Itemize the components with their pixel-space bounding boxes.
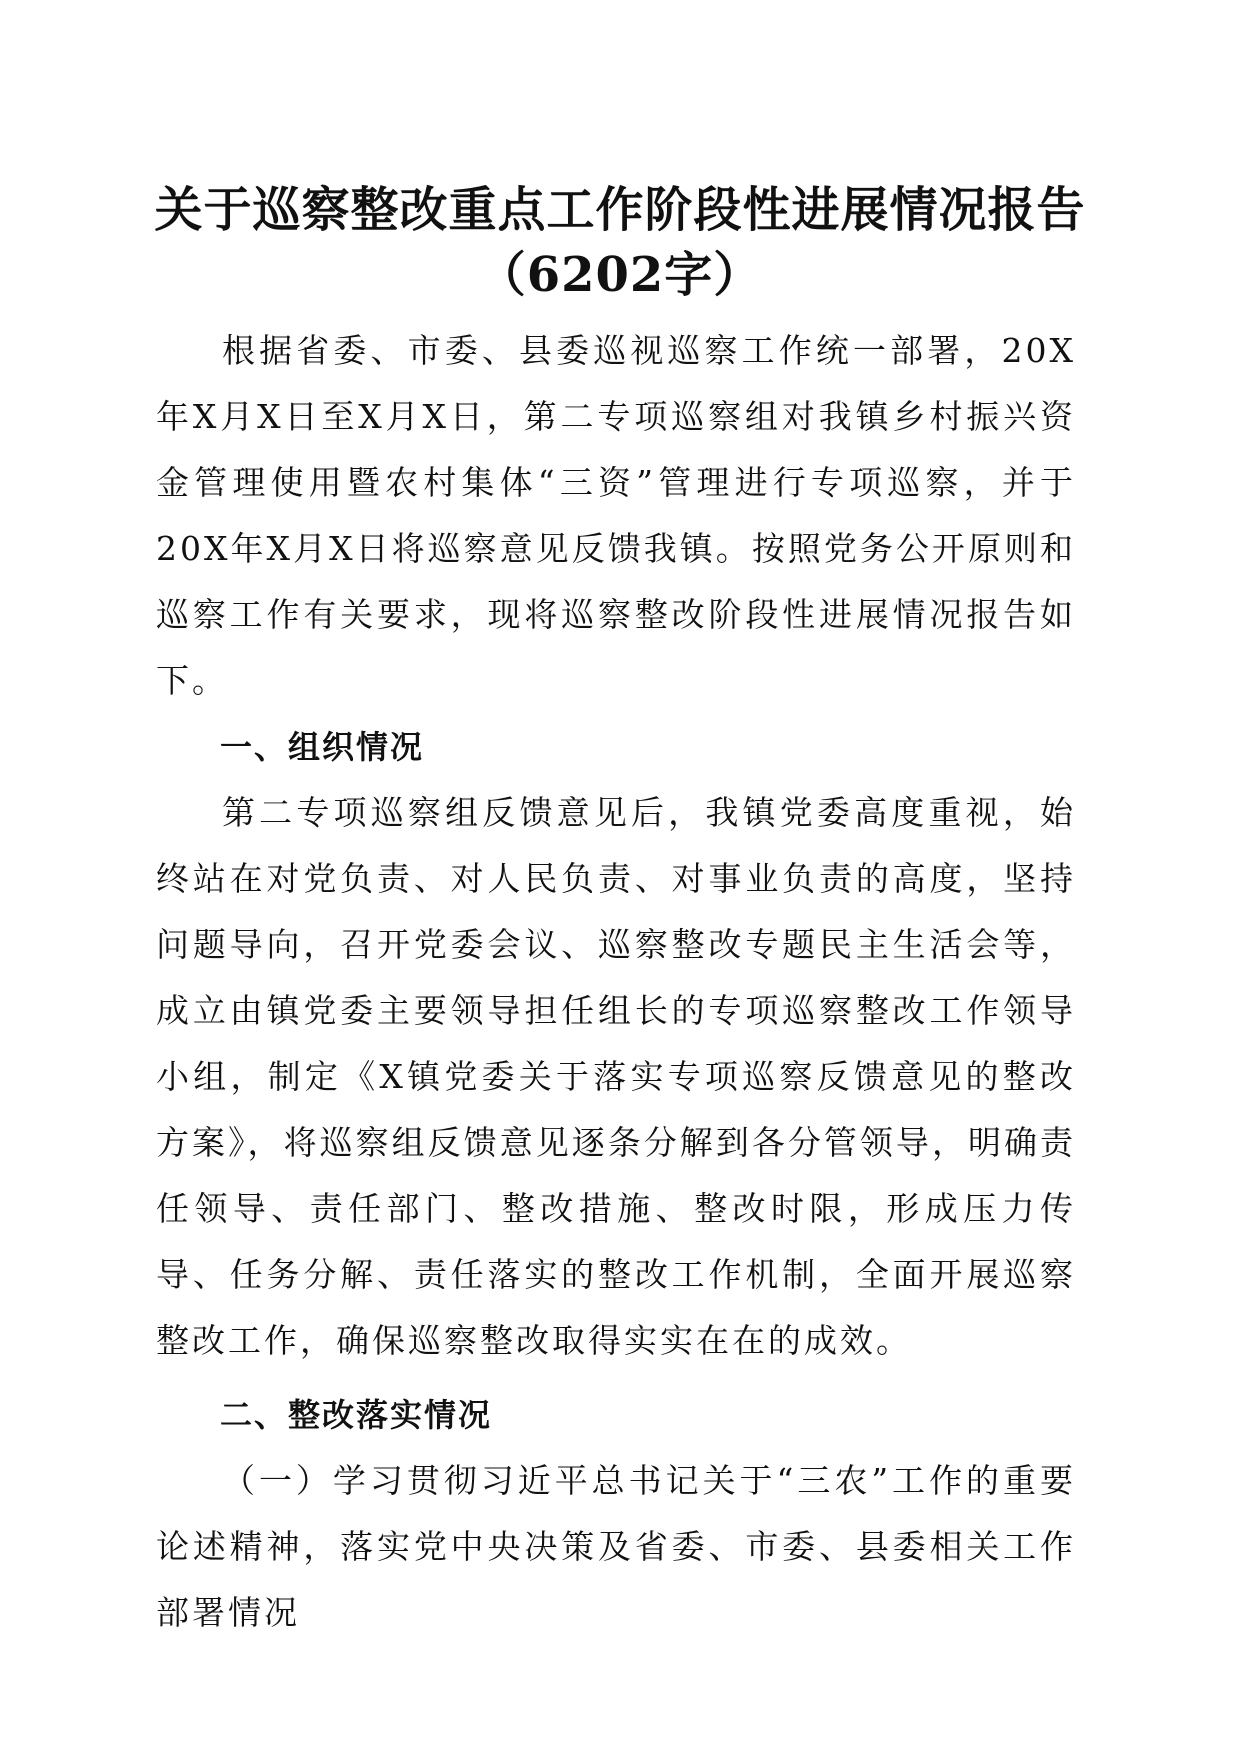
- section-heading-rectification: 二、整改落实情况: [220, 1396, 493, 1434]
- document-word-count: （6202字）: [477, 247, 763, 303]
- intro-paragraph: 根据省委、市委、县委巡视巡察工作统一部署，20X年X月X日至X月X日，第二专项巡察组对我镇乡村振兴资金管理使用暨农村集体“三资”管理进行专项巡察，并于20X年X月X日将巡察意见反馈我镇。按照党务公开原则和巡察工作有关要求，现将巡察整改阶段性进展情况报告如下。: [156, 331, 1076, 700]
- document-title: 关于巡察整改重点工作阶段性进展情况报告: [154, 182, 1086, 238]
- section-heading-organization: 一、组织情况: [220, 728, 425, 766]
- document-body: [156, 318, 1076, 1646]
- section-paragraph-organization: 第二专项巡察组反馈意见后，我镇党委高度重视，始终站在对党负责、对人民负责、对事业负责的高度，坚持问题导向，召开党委会议、巡察整改专题民主生活会等，成立由镇党委主要领导担任组长的专项巡察整改工作领导小组，制定《X镇党委关于落实专项巡察反馈意见的整改方案》，将巡察组反馈意见逐条分解到各分管领导，明确责任领导、责任部门、整改措施、整改时限，形成压力传导、任务分解、责任落实的整改工作机制，全面开展巡察整改工作，确保巡察整改取得实实在在的成效。: [156, 793, 1076, 1360]
- section-paragraph-rectification: （一）学习贯彻习近平总书记关于“三农”工作的重要论述精神，落实党中央决策及省委、市委、县委相关工作部署情况: [156, 1461, 1076, 1632]
